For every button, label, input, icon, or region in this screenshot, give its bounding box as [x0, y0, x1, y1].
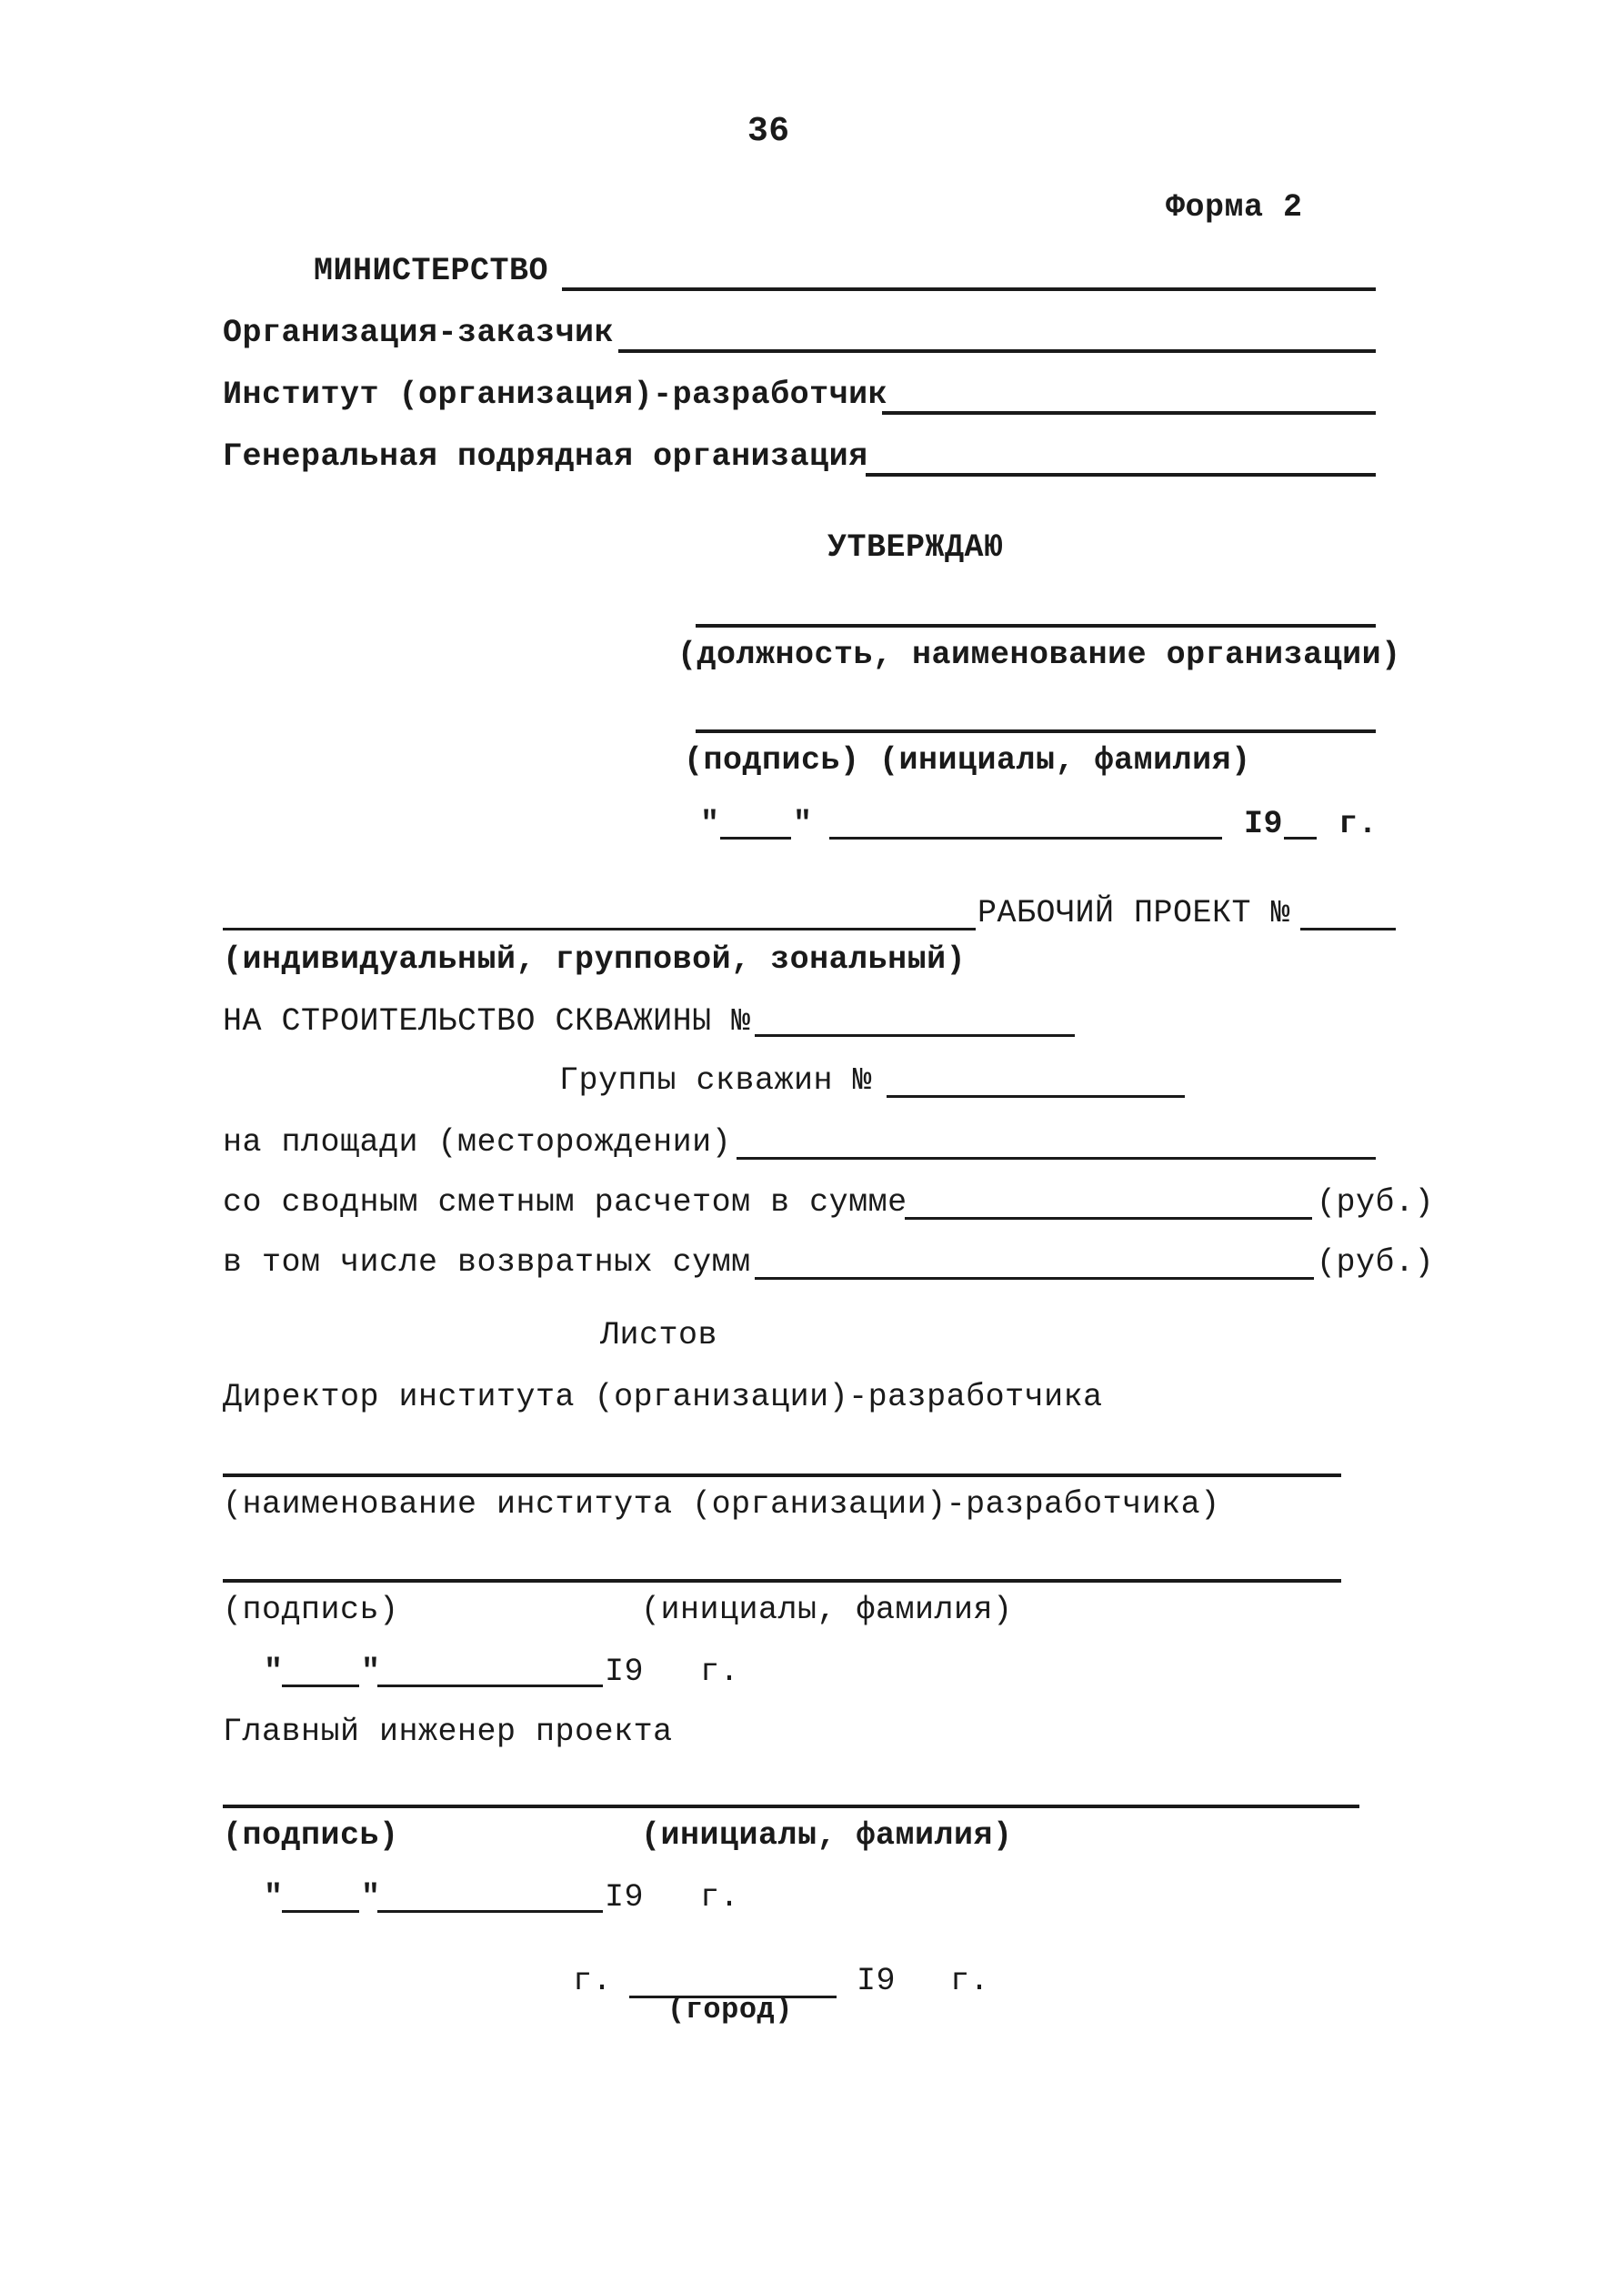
- director-year-suffix: г.: [700, 1654, 740, 1690]
- chief-engineer-signature-caption: (подпись): [223, 1817, 399, 1854]
- developer-field[interactable]: [882, 411, 1376, 415]
- chief-engineer-day-field[interactable]: [282, 1910, 359, 1913]
- director-label: Директор института (организации)-разработчика: [223, 1379, 1103, 1415]
- project-type-field[interactable]: [223, 928, 976, 930]
- customer-field[interactable]: [618, 349, 1376, 353]
- director-signature-caption: (подпись): [223, 1592, 399, 1628]
- sheets-label: Листов: [600, 1317, 718, 1353]
- approval-signature-field[interactable]: [696, 729, 1376, 733]
- approval-year-suffix: г.: [1338, 806, 1378, 842]
- chief-engineer-signature-field[interactable]: [223, 1805, 1359, 1808]
- director-year-prefix: I9: [605, 1654, 645, 1690]
- returnable-field[interactable]: [755, 1277, 1314, 1280]
- director-institute-field[interactable]: [223, 1473, 1341, 1477]
- approval-title: УТВЕРЖДАЮ: [827, 529, 1004, 566]
- area-label: на площади (месторождении): [223, 1124, 732, 1161]
- customer-label: Организация-заказчик: [223, 315, 615, 351]
- general-contractor-label: Генеральная подрядная организация: [223, 438, 868, 475]
- director-quote-open: ": [264, 1654, 284, 1690]
- page-number: 36: [747, 112, 790, 151]
- project-number-field[interactable]: [1300, 928, 1396, 930]
- ministry-label: МИНИСТЕРСТВО: [314, 253, 549, 289]
- general-contractor-field[interactable]: [866, 473, 1376, 477]
- director-quote-close: ": [361, 1654, 381, 1690]
- chief-engineer-year-prefix: I9: [605, 1879, 645, 1916]
- director-name-caption: (инициалы, фамилия): [641, 1592, 1013, 1628]
- project-type-caption: (индивидуальный, групповой, зональный): [223, 941, 967, 978]
- well-construction-label: НА СТРОИТЕЛЬСТВО СКВАЖИНЫ №: [223, 1003, 751, 1040]
- chief-engineer-quote-close: ": [361, 1879, 381, 1916]
- area-field[interactable]: [737, 1157, 1376, 1160]
- approval-month-field[interactable]: [829, 837, 1222, 840]
- well-group-label: Группы скважин №: [559, 1062, 873, 1099]
- well-number-field[interactable]: [755, 1034, 1075, 1037]
- chief-engineer-month-field[interactable]: [377, 1910, 603, 1913]
- developer-label: Институт (организация)-разработчик: [223, 377, 888, 413]
- director-signature-field[interactable]: [223, 1579, 1341, 1583]
- footer-year-suffix: г.: [950, 1963, 990, 1999]
- estimate-label: со сводным сметным расчетом в сумме: [223, 1184, 907, 1221]
- director-institute-caption: (наименование института (организации)-разработчика): [223, 1486, 1220, 1523]
- chief-engineer-quote-open: ": [264, 1879, 284, 1916]
- returnable-currency: (руб.): [1317, 1244, 1435, 1281]
- ministry-field[interactable]: [562, 287, 1376, 291]
- approval-year-prefix: I9: [1244, 806, 1284, 842]
- chief-engineer-year-suffix: г.: [700, 1879, 740, 1916]
- project-title: РАБОЧИЙ ПРОЕКТ №: [977, 895, 1291, 931]
- estimate-field[interactable]: [905, 1217, 1312, 1220]
- approval-year-field[interactable]: [1284, 837, 1317, 840]
- estimate-currency: (руб.): [1317, 1184, 1435, 1221]
- director-day-field[interactable]: [282, 1685, 359, 1687]
- returnable-label: в том числе возвратных сумм: [223, 1244, 751, 1281]
- approval-quote-open: ": [700, 806, 720, 842]
- approval-signature-caption: (подпись) (инициалы, фамилия): [684, 742, 1251, 779]
- director-month-field[interactable]: [377, 1685, 603, 1687]
- approval-position-field[interactable]: [696, 624, 1376, 628]
- footer-city-prefix: г.: [573, 1963, 613, 1999]
- approval-position-caption: (должность, наименование организации): [677, 637, 1401, 673]
- chief-engineer-name-caption: (инициалы, фамилия): [641, 1817, 1013, 1854]
- form-label: Форма 2: [1166, 189, 1303, 226]
- approval-quote-close: ": [793, 806, 813, 842]
- footer-year-prefix: I9: [857, 1963, 897, 1999]
- approval-day-field[interactable]: [720, 837, 791, 840]
- chief-engineer-label: Главный инженер проекта: [223, 1714, 673, 1750]
- footer-city-caption: (город): [667, 1993, 793, 2027]
- well-group-field[interactable]: [887, 1095, 1185, 1098]
